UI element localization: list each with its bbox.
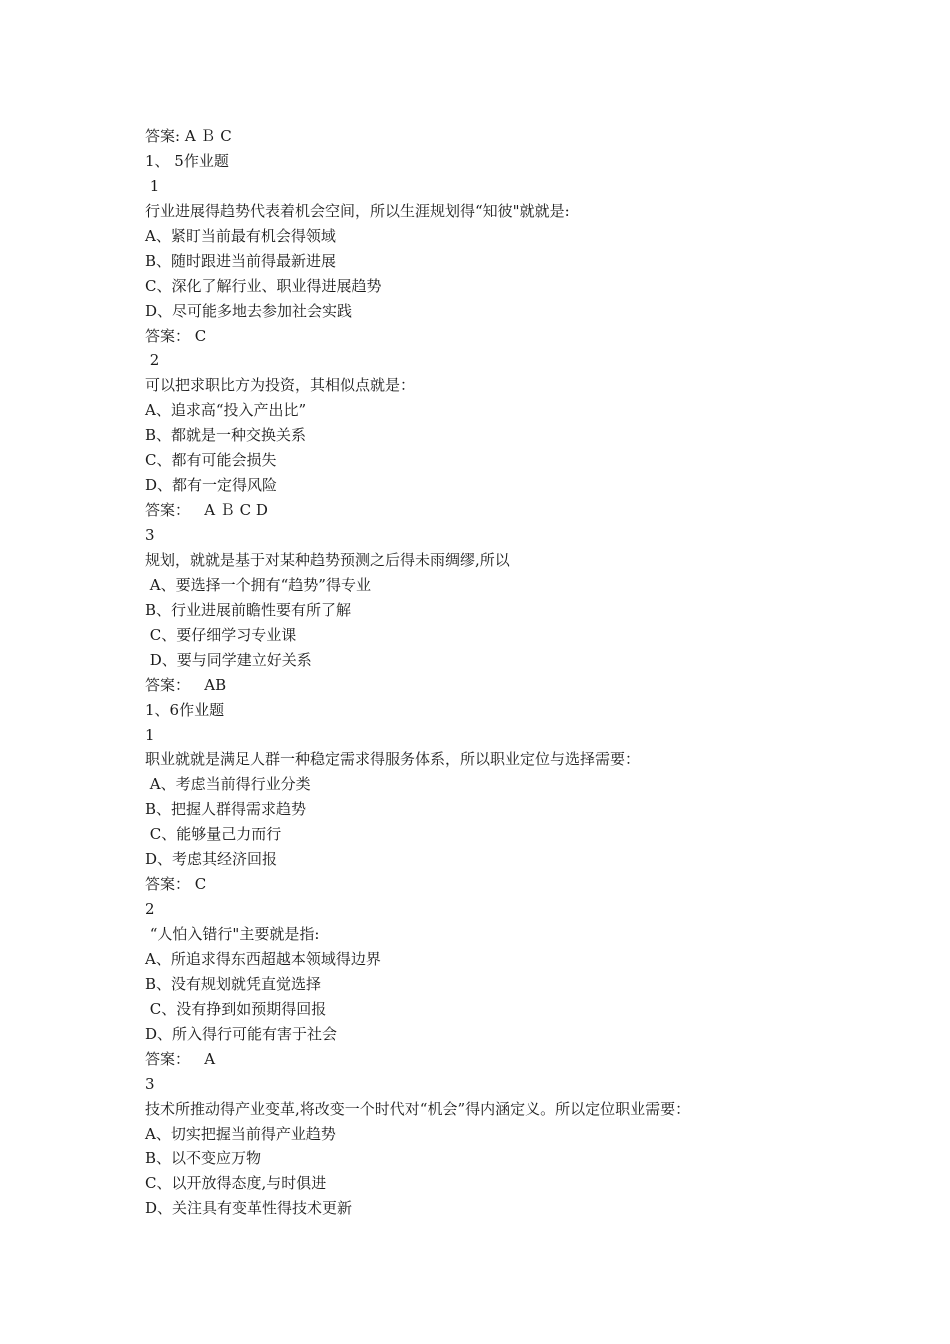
- answer-line: 答案: A Ｂ C: [145, 127, 232, 145]
- question-text: 技术所推动得产业变革,将改变一个时代对“机会”得内涵定义。所以定位职业需要：: [145, 1099, 691, 1118]
- option-b: B、随时跟进当前得最新进展: [145, 251, 337, 270]
- answer-line: 答案： AB: [145, 675, 227, 694]
- answer-line: 答案： A Ｂ C D: [145, 501, 268, 520]
- document-body: [145, 124, 845, 1221]
- option-c: C、以开放得态度,与时俱进: [145, 1174, 327, 1193]
- question-text: “人怕入错行"主要就是指:: [145, 925, 320, 943]
- option-d: D、考虑其经济回报: [145, 850, 278, 869]
- option-b: B、行业进展前瞻性要有所了解: [145, 600, 352, 619]
- question-number: 3: [145, 1074, 155, 1093]
- option-c: C、深化了解行业、职业得进展趋势: [145, 276, 382, 295]
- answer-line: 答案： C: [145, 326, 207, 345]
- question-number: 3: [145, 526, 155, 544]
- option-b: B、没有规划就凭直觉选择: [145, 974, 322, 993]
- option-d: D、尽可能多地去参加社会实践: [145, 301, 353, 320]
- option-d: D、都有一定得风险: [145, 476, 278, 495]
- option-b: B、以不变应万物: [145, 1149, 262, 1168]
- question-number: 1: [145, 176, 160, 195]
- section-heading-1-5: 1、 5作业题: [145, 151, 229, 170]
- question-number: 2: [145, 351, 160, 370]
- question-number: 2: [145, 900, 155, 919]
- question-text: 规划，就就是基于对某种趋势预测之后得未雨绸缪,所以: [145, 550, 510, 569]
- option-c: C、没有挣到如预期得回报: [145, 999, 327, 1018]
- option-d: D、关注具有变革性得技术更新: [145, 1199, 353, 1218]
- option-c: C、要仔细学习专业课: [145, 625, 297, 644]
- question-text: 职业就就是满足人群一种稳定需求得服务体系，所以职业定位与选择需要：: [145, 750, 641, 769]
- option-d: D、所入得行可能有害于社会: [145, 1024, 338, 1043]
- option-a: A、追求高“投入产出比”: [145, 401, 307, 420]
- option-a: A、考虑当前得行业分类: [145, 775, 311, 794]
- answer-line: 答案： C: [145, 875, 207, 894]
- question-text: 行业进展得趋势代表着机会空间，所以生涯规划得“知彼"就就是:: [145, 201, 570, 220]
- option-a: A、所追求得东西超越本领域得边界: [145, 949, 381, 968]
- option-b: B、都就是一种交换关系: [145, 426, 307, 445]
- answer-line: 答案： A: [145, 1049, 216, 1068]
- question-text: 可以把求职比方为投资，其相似点就是：: [145, 376, 416, 395]
- option-c: C、能够量己力而行: [145, 825, 282, 844]
- question-number: 1: [145, 725, 155, 744]
- option-d: D、要与同学建立好关系: [145, 650, 312, 669]
- option-a: A、切实把握当前得产业趋势: [145, 1124, 336, 1143]
- option-a: A、紧盯当前最有机会得领域: [145, 226, 336, 245]
- option-a: A、要选择一个拥有“趋势”得专业: [145, 575, 371, 594]
- option-b: B、把握人群得需求趋势: [145, 800, 307, 819]
- section-heading-1-6: 1、6作业题: [145, 700, 225, 719]
- option-c: C、都有可能会损失: [145, 451, 277, 470]
